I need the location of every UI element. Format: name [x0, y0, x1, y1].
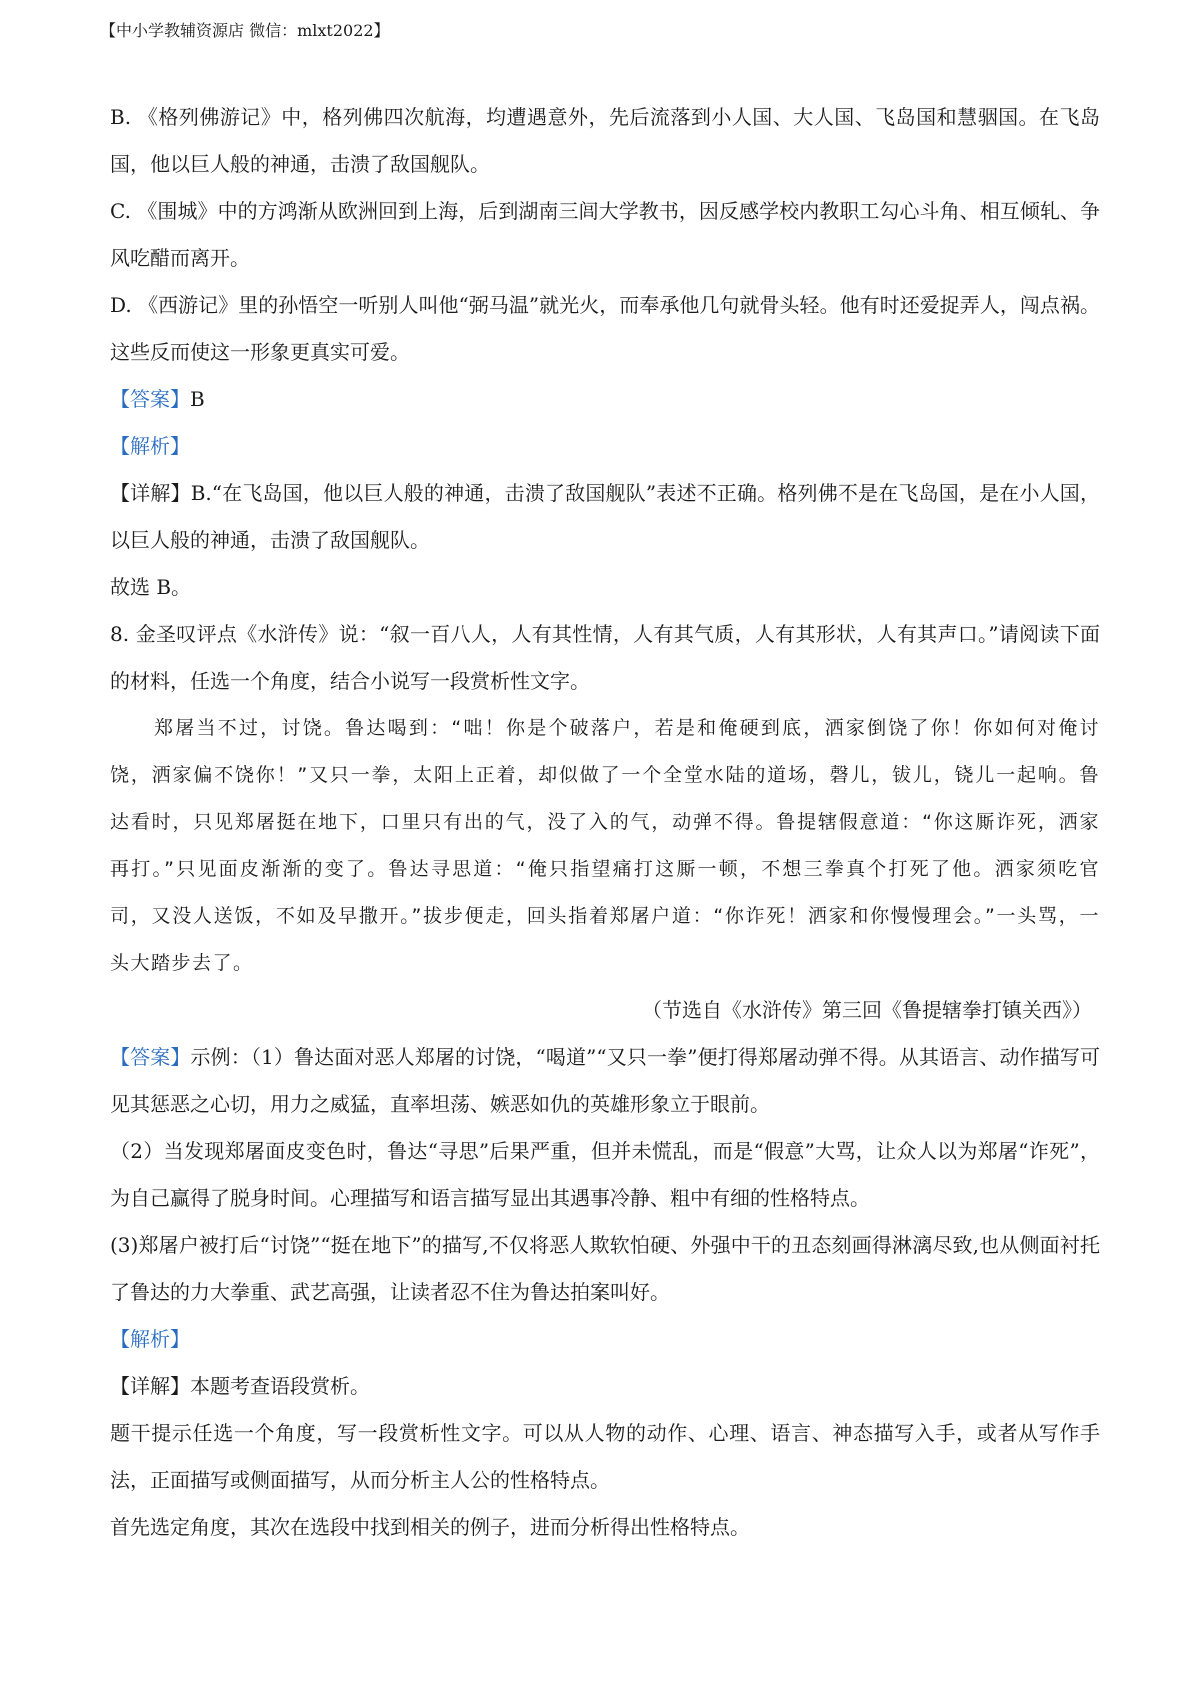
q8-answer-3: (3)郑屠户被打后“讨饶”“挺在地下”的描写,不仅将恶人欺软怕硬、外强中干的丑态刻画得淋漓尽致,也从侧面衬托了鲁达的力大拳重、武艺高强，让读者忍不住为鲁达拍案叫好。	[110, 1233, 1100, 1304]
option-c: C. 《围城》中的方鸿渐从欧洲回到上海，后到湖南三闾大学教书，因反感学校内教职工勾心斗角、相互倾轧、争风吃醋而离开。	[110, 199, 1100, 270]
q7-analysis-tag: 【解析】	[110, 434, 190, 458]
q7-conclusion: 故选 B。	[110, 575, 192, 599]
q8-analysis-tag: 【解析】	[110, 1327, 190, 1351]
page-header: 【中小学教辅资源店 微信：mlxt2022】	[100, 21, 390, 40]
answer-tag: 【答案】	[110, 387, 190, 411]
q7-answer	[110, 376, 1100, 423]
option-d: D. 《西游记》里的孙悟空一听别人叫他“弼马温”就光火，而奉承他几句就骨头轻。他有时还爱捉弄人，闯点祸。这些反而使这一形象更真实可爱。	[110, 293, 1100, 364]
answer-tag: 【答案】	[110, 1045, 191, 1069]
q8-answer-1-text: 示例：（1）鲁达面对恶人郑屠的讨饶，“喝道”“又只一拳”便打得郑屠动弹不得。从其语言、动作描写可见其惩恶之心切，用力之威猛，直率坦荡、嫉恶如仇的英雄形象立于眼前。	[110, 1045, 1101, 1116]
q8-answer-1	[110, 1034, 1100, 1128]
q8-line-2: 首先选定角度，其次在选段中找到相关的例子，进而分析得出性格特点。	[110, 1515, 750, 1539]
q7-answer-value: B	[190, 387, 205, 411]
q8-line-1: 题干提示任选一个角度，写一段赏析性文字。可以从人物的动作、心理、语言、神态描写入手，或者从写作手法，正面描写或侧面描写，从而分析主人公的性格特点。	[110, 1421, 1100, 1492]
q8-question: 8. 金圣叹评点《水浒传》说：“叙一百八人，人有其性情，人有其气质，人有其形状，人有其声口。”请阅读下面的材料，任选一个角度，结合小说写一段赏析性文字。	[110, 622, 1100, 693]
q8-source: （节选自《水浒传》第三回《鲁提辖拳打镇关西》）	[642, 998, 1092, 1022]
option-b: B. 《格列佛游记》中，格列佛四次航海，均遭遇意外，先后流落到小人国、大人国、飞岛国和慧骃国。在飞岛国，他以巨人般的神通，击溃了敌国舰队。	[110, 105, 1100, 176]
q8-detail: 【详解】本题考查语段赏析。	[110, 1374, 370, 1398]
q8-answer-2: （2）当发现郑屠面皮变色时，鲁达“寻思”后果严重，但并未慌乱，而是“假意”大骂，让众人以为郑屠“诈死”，为自己赢得了脱身时间。心理描写和语言描写显出其遇事冷静、粗中有细的性格特点。	[110, 1139, 1100, 1210]
q7-detail: 【详解】B.“在飞岛国，他以巨人般的神通，击溃了敌国舰队”表述不正确。格列佛不是在飞岛国，是在小人国，以巨人般的神通，击溃了敌国舰队。	[110, 481, 1100, 552]
q8-excerpt: 郑屠当不过，讨饶。鲁达喝到：“咄！你是个破落户，若是和俺硬到底，洒家倒饶了你！你如何对俺讨饶，洒家偏不饶你！”又只一拳，太阳上正着，却似做了一个全堂水陆的道场，磬儿，钹儿，铙儿一起响。鲁达看时，只见郑屠挺在地下，口里只有出的气，没了入的气，动弹不得。鲁提辖假意道：“你这厮诈死，洒家再打。”只见面皮渐渐的变了。鲁达寻思道：“俺只指望痛打这厮一顿，不想三拳真个打死了他。洒家须吃官司，又没人送饭，不如及早撒开。”拔步便走，回头指着郑屠户道：“你诈死！洒家和你慢慢理会。”一头骂，一头大踏步去了。	[110, 717, 1100, 974]
document-body	[110, 94, 1100, 1551]
